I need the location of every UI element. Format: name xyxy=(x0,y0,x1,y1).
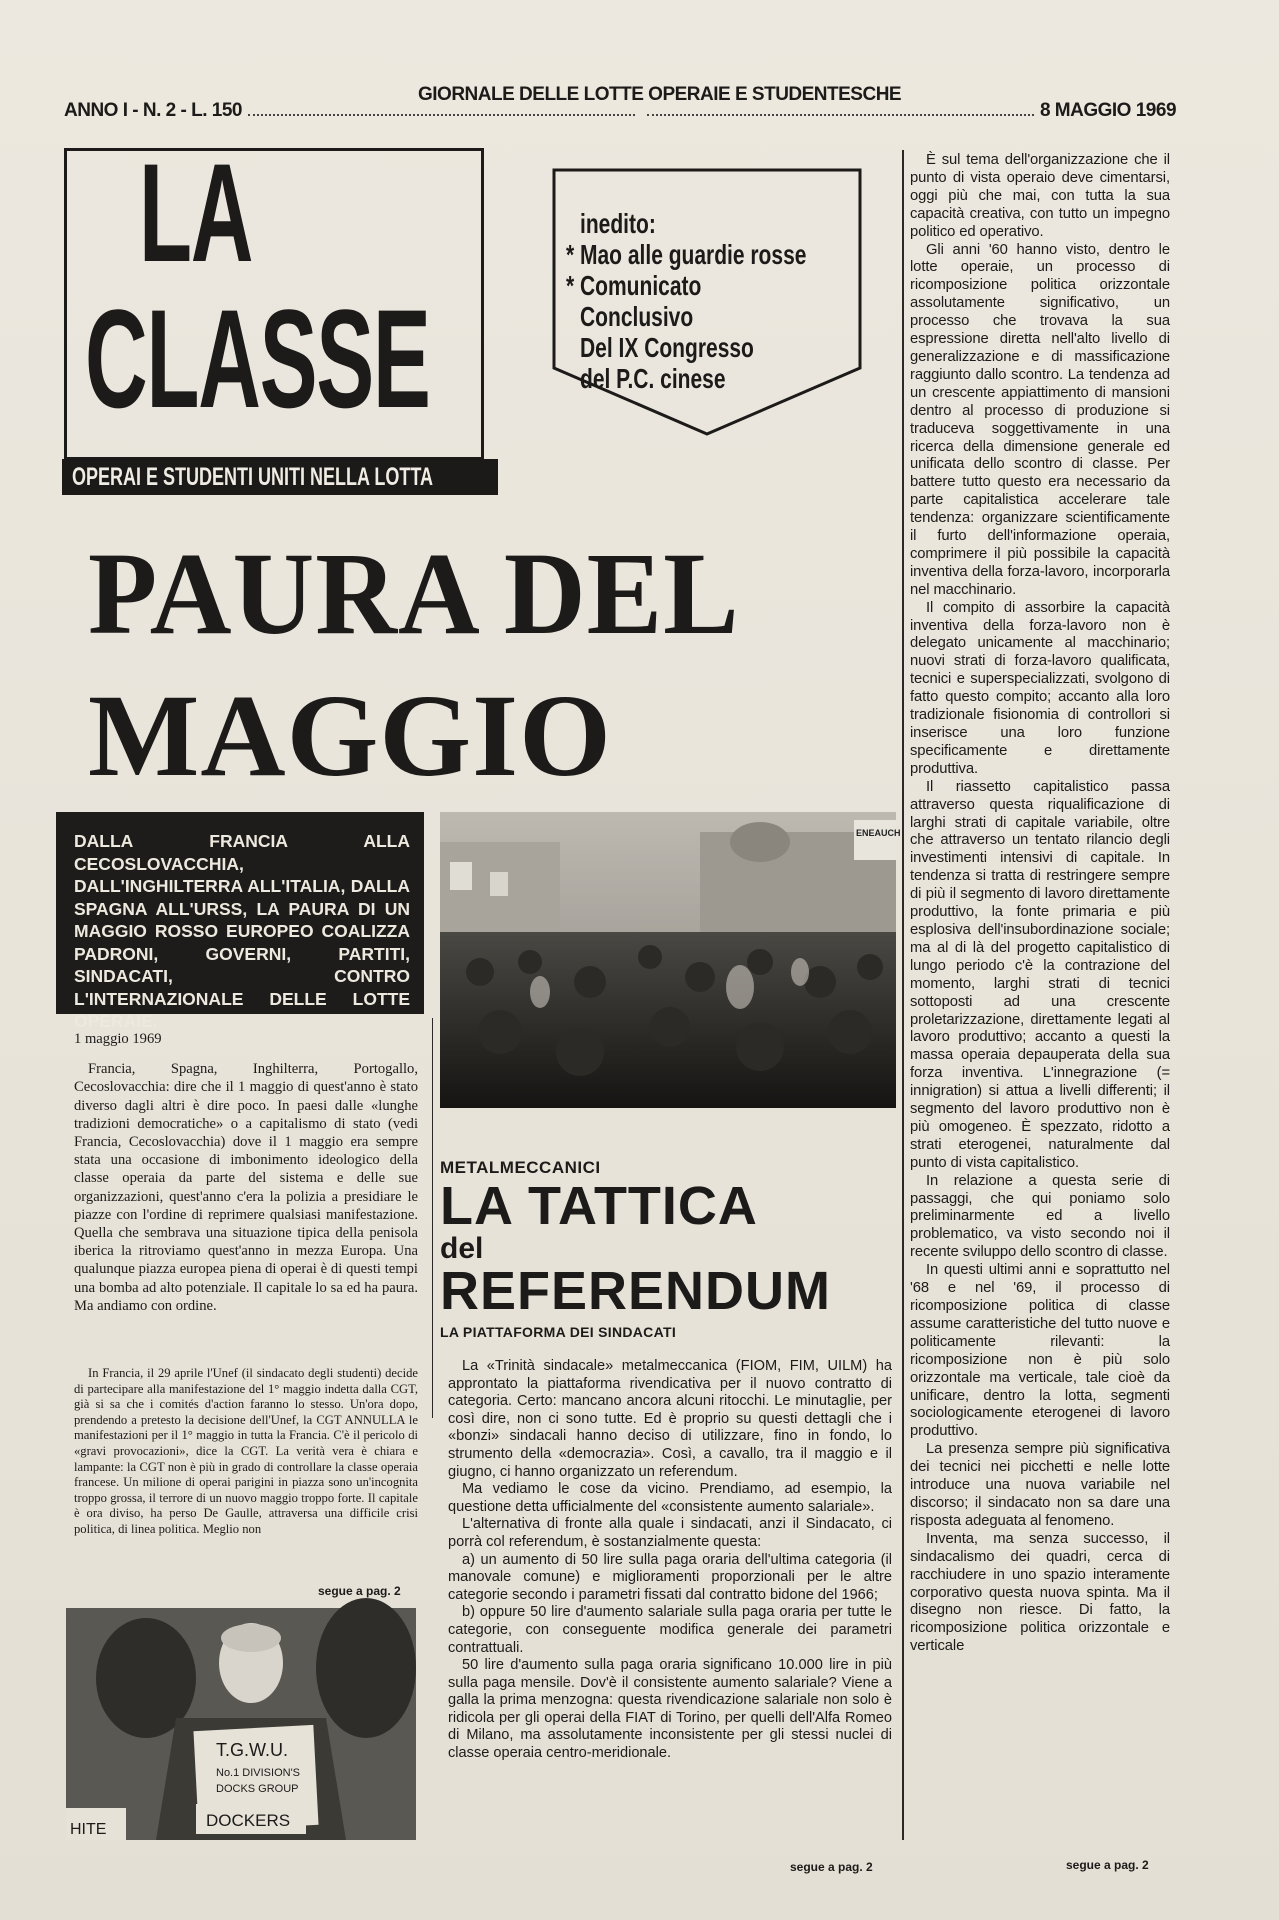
right-article-paragraph: Inventa, ma senza successo, il sindacalismo dei quadri, cerca di racchiudere in uno spazio interamente corporativo questa nuova spinta. Ma il disegno non riesce. Di fatto, la ricomposizione politica orizzontale e verticale xyxy=(910,1530,1170,1655)
masthead-la: LA xyxy=(139,134,253,291)
left-article-paragraph: In Francia, il 29 aprile l'Unef (il sindacato degli studenti) decide di partecipare alla manifestazione del 1° maggio indetta dalla CGT, già si sa che i comités d'action faranno lo stesso. Un'ora dopo, prendendo a pretesto la decisione dell'Unef, la CGT ANNULLA le manifestazioni per il 1° maggio in tutta la Francia. C'è il pericolo di «gravi provocazioni», dice la CGT. La verità vera è chiara e lampante: la CGT non è più in grado di controllare la classe operaia francese. Un milione di operai parigini in piazza sono un'incognita troppo grossa, il terrore di un nuovo maggio troppo forte. Il capitale è ora diviso, ha perso De Gaulle, attraversa una difficile crisi politica, di linea politica. Meglio non xyxy=(74,1366,418,1536)
right-article-paragraph: In relazione a questa serie di passaggi, che qui poniamo solo preliminarmente ed a livello problematico, va visto secondo noi il recente sviluppo dello scontro di classe. xyxy=(910,1172,1170,1261)
right-article-paragraph: Il riassetto capitalistico passa attraverso questa riqualificazione di larghi strati di capitale variabile, oltre che attraverso un tentato rilancio degli investimenti intensivi di capitale. In tendenza si tratta di restringere sempre di più il segmento di lavoro direttamente produttivo, la fonte primaria e più esplosiva dell'insubordinazione sociale; ma al di là del progetto capitalistico di lungo periodo c'è la contrazione del momento, larghi strati di tecnici sottoposti ad una crescente proletarizzazione, direttamente legati al lavoro produttivo; accanto a questi la massa operaia depauperata della sua forza inventiva. L'innegrazione (= innigration) si attua a livelli differenti; il segmento del lavoro produttivo non è più omogeneo. È spezzato, ridotto a strati eterogenei, naturalmente dal punto di vista capitalistico. xyxy=(910,778,1170,1171)
box-line-5: Del IX Congresso xyxy=(580,332,754,363)
article-kicker: METALMECCANICI xyxy=(440,1158,601,1177)
masthead-classe: CLASSE xyxy=(85,280,430,437)
left-article xyxy=(74,1030,418,1317)
lead-block: DALLA FRANCIA ALLA CECOSLOVACCHIA, DALL'INGHILTERRA ALL'ITALIA, DALLA SPAGNA ALL'URSS, LA PAURA DI UN MAGGIO ROSSO EUROPEO COALIZZA PADRONI, GOVERNI, PARTITI, SINDACATI, CONTRO L'INTERNAZIONALE DELLE LOTTE OPERAIE. xyxy=(56,812,424,1014)
crowd-photo-drawing xyxy=(440,812,901,1108)
center-article-paragraph: Ma vediamo le cose da vicino. Prendiamo, ad esempio, la questione detta ufficialmente del «consistente aumento salariale». xyxy=(448,1481,892,1515)
dotted-separator xyxy=(248,114,635,116)
dateline: 1 maggio 1969 xyxy=(74,1031,162,1047)
column-rule xyxy=(432,1018,433,1418)
issue-date: 8 MAGGIO 1969 xyxy=(1039,100,1177,121)
continued-note: segue a pag. 2 xyxy=(318,1584,401,1598)
left-article-small xyxy=(74,1366,418,1538)
masthead-slogan: OPERAI E STUDENTI UNITI NELLA LOTTA xyxy=(62,459,498,495)
sign-line-4: DOCKERS xyxy=(206,1811,291,1830)
main-headline-line1: PAURA DEL xyxy=(88,528,740,659)
box-line-6: del P.C. cinese xyxy=(580,363,726,394)
dockers-photo-drawing xyxy=(66,1608,416,1840)
box-line-3: * Comunicato xyxy=(566,270,702,301)
header-line xyxy=(64,84,1177,122)
left-article-paragraph: Francia, Spagna, Inghilterra, Portogallo, Cecoslovacchia: dire che il 1 maggio di quest'anno è stato diverso dagli altri è dire poco. In paesi dalle «lunghe tradizioni democratiche» o a capitalismo di stato (vedi Francia, Cecoslovacchia) dove il 1 maggio era sempre stata una occasione di imbonimento ideologico della classe operaia da parte del sistema e delle sue organizzazioni, quest'anno c'era la polizia a presidiare le piazze con l'ordine di reprimere qualsiasi manifestazione. Quella che sembrava una situazione tipica della penisola iberica la ritroviamo quest'anno in mezza Europa. Una qualunque piazza europea piena di operai è di questi tempi una bomba ad alto potenziale. Il capitale lo sa ed ha paura. Ma andiamo con ordine. xyxy=(74,1061,418,1314)
right-article xyxy=(910,152,1170,1656)
inedito-box xyxy=(552,168,862,436)
masthead-logo xyxy=(64,134,484,460)
box-line-1: inedito: xyxy=(580,208,656,239)
continued-note: segue a pag. 2 xyxy=(1066,1858,1149,1872)
center-article-paragraph: a) un aumento di 50 lire sulla paga oraria dell'ultima categoria (il manovale comune) e miglioramenti proporzionali per le altre categorie secondo i parametri fissati dal contratto bidone del 1966; xyxy=(448,1551,892,1603)
article-title-3: REFERENDUM xyxy=(440,1261,832,1321)
right-article-paragraph: In questi ultimi anni e soprattutto nel '68 e nel '69, il processo di ricomposizione politica di classe assume caratteristiche del tutto nuove e politicamente rilevanti: la ricomposizione non è più solo orizzontale ma verticale, tale cioè da unificare, dentro la lotta, segmenti sociologicamente eterogenei di lavoro produttivo. xyxy=(910,1262,1170,1440)
box-line-2: * Mao alle guardie rosse xyxy=(566,239,807,270)
right-article-paragraph: È sul tema dell'organizzazione che il punto di vista operaio deve cimentarsi, oggi più che mai, con tutta la sua capacità creativa, con tutto un impegno politico ed operativo. xyxy=(910,152,1170,240)
issue-number: ANNO I - N. 2 - L. 150 xyxy=(64,100,242,121)
center-article-paragraph: La «Trinità sindacale» metalmeccanica (FIOM, FIM, UILM) ha approntato la piattaforma rivendicativa per il nuovo contratto di categoria. Certo: mancano ancora alcuni ritocchi. Le minutaglie, per così dire, non ci sono tutte. Ed è proprio su questi dettagli che i «bonzi» sindacali hanno deciso di utilizzare, fino in fondo, lo strumento della «democrazia». Così, a cavallo, tra il maggio e il giugno, ci hanno organizzato un referendum. xyxy=(448,1358,892,1480)
right-article-paragraph: Il compito di assorbire la capacità inventiva della forza-lavoro non è delegato unicamente al macchinario; nuovi strati di forza-lavoro qualificata, tecnici e superspecializzati, svolgono di fatto questo compito; accanto alla loro tradizionale fisionomia di controllori si inserisce una loro funzione specificamente e direttamente produttiva. xyxy=(910,599,1170,777)
sign-line-5: HITE xyxy=(70,1821,107,1838)
center-article-paragraph: L'alternativa di fronte alla quale i sindacati, anzi il Sindacato, ci porrà col referendum, è sostanzialmente questa: xyxy=(448,1516,892,1550)
dockers-photo xyxy=(66,1608,416,1840)
article-subtitle: LA PIATTAFORMA DEI SINDACATI xyxy=(440,1324,677,1340)
sign-line-1: T.G.W.U. xyxy=(216,1740,288,1760)
column-rule xyxy=(902,150,904,1840)
box-line-4: Conclusivo xyxy=(580,301,694,332)
center-article xyxy=(440,1158,896,1340)
right-article-paragraph: La presenza sempre più significativa dei tecnici nei picchetti e nelle lotte introduce una nuova variabile nel discorso; il sindacato non sa dare una risposta adeguata al fenomeno. xyxy=(910,1441,1170,1529)
article-title-1: LA TATTICA xyxy=(440,1176,758,1236)
sign-line-2: No.1 DIVISION'S xyxy=(216,1767,301,1779)
article-title-2: del xyxy=(440,1232,484,1265)
main-headline-line2: MAGGIO xyxy=(88,670,612,801)
right-article-paragraph: Gli anni '60 hanno visto, dentro le lotte operaie, un processo di ricomposizione politica orizzontale assolutamente significativo, un processo che trovava la sua espressione diretta nell'alto livello di generalizzazione e di massificazione raggiunto dallo scontro. La tendenza ad un crescente appiattimento di mansioni dentro al processo di produzione si traduceva soggettivamente in una ricerca della dimensione generale ed unificata dello scontro di classe. Per battere tutto questo era necessario da parte capitalistica accelerare tale tendenza: organizzare scientificamente il furto dell'informazione operaia, comprimere il più possibile la capacità inventiva della forza-lavoro, incorporarla nel macchinario. xyxy=(910,241,1170,598)
dotted-separator xyxy=(647,114,1034,116)
crowd-photo xyxy=(440,812,901,1108)
photo-sign-text: ENEAUCH xyxy=(856,828,901,838)
center-article-paragraph: b) oppure 50 lire d'aumento salariale sulla paga oraria per tutte le categorie, con conseguente modifica generale dei parametri contrattuali. xyxy=(448,1604,892,1656)
sign-line-3: DOCKS GROUP xyxy=(216,1783,299,1795)
center-article-body xyxy=(448,1358,892,1763)
center-article-paragraph: 50 lire d'aumento sulla paga oraria significano 10.000 lire in più sulla paga mensile. Dov'è il consistente aumento salariale? Viene a galla la prima menzogna: questa rivendicazione salariale non solo è ridicola per gli operai della FIAT di Torino, per quelli dell'Alfa Romeo di Milano, ma assolutamente inconsistente per gli stessi nuclei di classe operaia centro-meridionale. xyxy=(448,1657,892,1762)
continued-note: segue a pag. 2 xyxy=(790,1860,873,1874)
newspaper-subtitle: GIORNALE DELLE LOTTE OPERAIE E STUDENTESCHE xyxy=(418,84,902,105)
